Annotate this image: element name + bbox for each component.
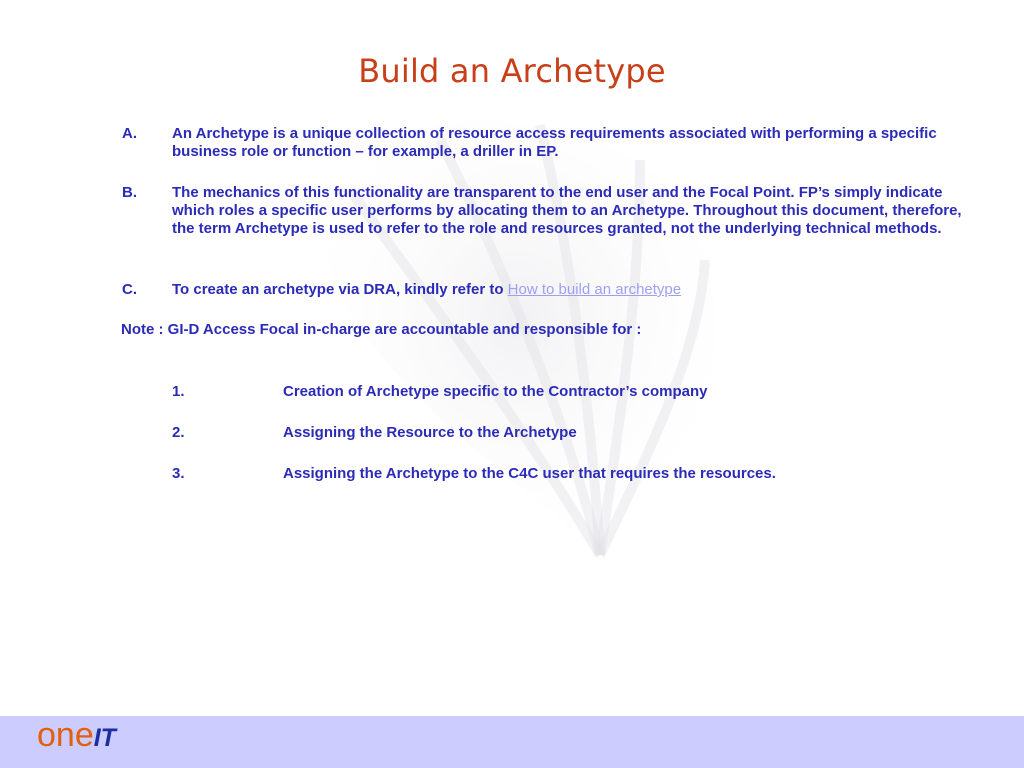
list-item-text-container <box>172 281 982 299</box>
oneit-logo <box>37 718 116 752</box>
list-item-text: An Archetype is a unique collection of resource access requirements associated with performing a specific business role or function – for example, a driller in EP. <box>172 125 937 160</box>
list-item-text: The mechanics of this functionality are transparent to the end user and the Focal Point. FP’s simply indicate which roles a specific user performs by allocating them to an Archetype. Throughout this document, therefore, the term Archetype is used to refer to the role and resources granted, not the underlying technical methods. <box>172 184 962 237</box>
list-marker: A. <box>122 125 137 142</box>
logo-one: one <box>37 716 94 754</box>
slide-title: Build an Archetype <box>358 52 666 90</box>
responsibility-text: Assigning the Resource to the Archetype <box>283 424 577 441</box>
footer-band <box>0 716 1024 768</box>
responsibility-text: Creation of Archetype specific to the Contractor’s company <box>283 383 708 400</box>
list-marker: C. <box>122 281 137 298</box>
responsibility-number: 3. <box>172 465 185 482</box>
list-item-text: To create an archetype via DRA, kindly refer to <box>172 281 508 298</box>
responsibility-text: Assigning the Archetype to the C4C user that requires the resources. <box>283 465 776 482</box>
logo-it: IT <box>93 724 116 752</box>
responsibility-number: 2. <box>172 424 185 441</box>
how-to-build-archetype-link[interactable]: How to build an archetype <box>507 281 682 298</box>
responsibility-number: 1. <box>172 383 185 400</box>
note-text: Note : GI-D Access Focal in-charge are accountable and responsible for : <box>121 321 642 338</box>
list-marker: B. <box>122 184 137 201</box>
